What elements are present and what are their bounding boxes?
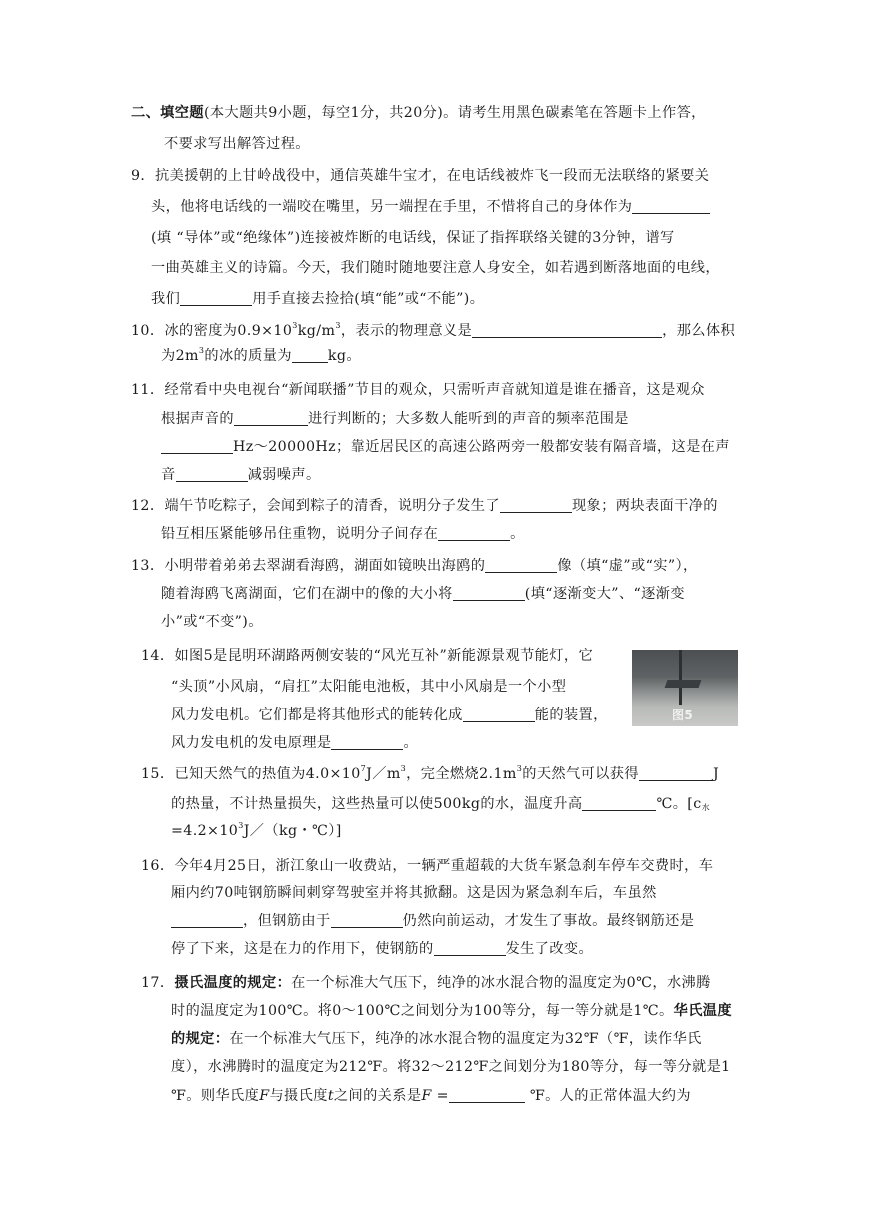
answer-blank bbox=[639, 766, 713, 781]
answer-blank bbox=[453, 586, 525, 601]
q17-line-5 bbox=[171, 1086, 691, 1106]
q11-line-4 bbox=[161, 465, 321, 485]
q17-var: F bbox=[259, 1088, 270, 1104]
section-title: 二、填空题 bbox=[131, 105, 204, 121]
lamp-pole bbox=[679, 650, 682, 705]
q17-text: 之间的关系是 bbox=[333, 1088, 422, 1104]
solar-panel bbox=[665, 680, 702, 688]
answer-blank bbox=[176, 467, 248, 482]
q10-text: ，那么体积 bbox=[662, 323, 736, 339]
q12-text: 铅互相压紧能够吊住重物，说明分子间存在 bbox=[161, 526, 439, 542]
q13-text: (填“逐渐变大”、“逐渐变 bbox=[524, 586, 685, 602]
q15-text: 的天然气可以获得 bbox=[522, 766, 639, 782]
figure-5-photo bbox=[632, 650, 738, 726]
q15-line-2 bbox=[171, 794, 710, 814]
q17-text: 在一个标准大气压下，纯净的冰水混合物的温度定为0℃，水沸腾 bbox=[291, 975, 711, 991]
q10-text: kg/m bbox=[297, 323, 336, 339]
q16-text: 停了下来，这是在力的作用下，使钢筋的 bbox=[171, 941, 434, 957]
q9-line-3: (填 “导体”或“绝缘体”)连接被炸断的电话线，保证了指挥联络关键的3分钟，谱写 bbox=[151, 230, 675, 246]
q17-bold-term: 华氏温度 bbox=[673, 1003, 732, 1019]
q15-text: ℃。[c bbox=[656, 796, 702, 812]
q17-bold-term: 的规定： bbox=[171, 1031, 230, 1047]
q12-text: 现象；两块表面干净的 bbox=[571, 498, 718, 514]
q9-line-2 bbox=[151, 197, 710, 217]
q12-text: 12．端午节吃粽子，会闻到粽子的清香，说明分子发生了 bbox=[131, 498, 500, 514]
q11-text: Hz～20000Hz；靠近居民区的高速公路两旁一般都安装有隔音墙，这是在声 bbox=[233, 439, 730, 455]
q9-line-5 bbox=[151, 289, 484, 309]
q15-text: 的热量，不计热量损失，这些热量可以使500kg的水，温度升高 bbox=[171, 796, 583, 812]
q16-line-1: 16．今年4月25日，浙江象山一收费站，一辆严重超载的大货车紧急刹车停车交费时，车 bbox=[141, 858, 714, 874]
superscript: 7 bbox=[360, 764, 367, 773]
answer-blank bbox=[485, 558, 557, 573]
answer-blank bbox=[582, 796, 656, 811]
q15-text: 15．已知天然气的热值为4.0×10 bbox=[141, 766, 361, 782]
q15-text: J／m bbox=[366, 766, 401, 782]
q13-text: 像（填“虚”或“实”）， bbox=[557, 558, 698, 574]
q17-bold-term: 摄氏温度的规定： bbox=[174, 975, 292, 991]
q16-line-2: 厢内约70吨钢筋瞬间刺穿驾驶室并将其掀翻。这是因为紧急刹车后，车虽然 bbox=[171, 885, 657, 901]
q10-line-1 bbox=[131, 321, 735, 341]
q14-text: 能的装置， bbox=[534, 707, 608, 723]
q11-text: 音 bbox=[161, 467, 176, 483]
answer-blank bbox=[331, 735, 403, 750]
q14-text: 。 bbox=[403, 735, 419, 751]
q17-line-2 bbox=[171, 1001, 732, 1021]
answer-blank bbox=[331, 913, 403, 928]
answer-blank bbox=[292, 348, 328, 363]
superscript: 3 bbox=[238, 821, 244, 830]
q15-text: =4.2×10 bbox=[171, 823, 239, 839]
subscript: 水 bbox=[701, 803, 710, 812]
q12-line-1 bbox=[131, 496, 718, 516]
q11-text: 减弱噪声。 bbox=[247, 467, 321, 483]
q13-text: 13．小明带着弟弟去翠湖看海鸥，湖面如镜映出海鸥的 bbox=[131, 558, 486, 574]
q16-text: 发生了改变。 bbox=[505, 941, 594, 957]
q9-line-1: 9．抗美援朝的上甘岭战役中，通信英雄牛宝才，在电话线被炸飞一段而无法联络的紧要关 bbox=[131, 168, 710, 184]
q12-text: 。 bbox=[510, 526, 525, 542]
q14-text: 风力发电机的发电原理是 bbox=[171, 735, 332, 751]
q10-text: 10．冰的密度为0.9×10 bbox=[131, 323, 293, 339]
q14-line-1: 14．如图5是昆明环湖路两侧安装的“风光互补”新能源景观节能灯，它 bbox=[141, 648, 594, 664]
answer-blank bbox=[632, 199, 710, 214]
q14-line-4 bbox=[171, 733, 418, 753]
section-header bbox=[131, 103, 706, 123]
q9-text: 头，他将电话线的一端咬在嘴里，另一端捏在手里，不惜将自己的身体作为 bbox=[151, 199, 633, 215]
q9-line-4: 一曲英雄主义的诗篇。今天，我们随时随地要注意人身安全，如若遇到断落地面的电线， bbox=[151, 260, 720, 276]
q13-text: 随着海鸥飞离湖面，它们在湖中的像的大小将 bbox=[161, 586, 453, 602]
q10-text: ，表示的物理意义是 bbox=[340, 323, 473, 339]
superscript: 3 bbox=[292, 321, 298, 330]
q17-var: F bbox=[421, 1088, 432, 1104]
q17-text: = bbox=[431, 1088, 449, 1104]
q10-line-2 bbox=[161, 346, 361, 366]
q11-text: 根据声音的 bbox=[161, 411, 234, 427]
q17-text: 与摄氏度 bbox=[269, 1088, 328, 1104]
q17-line-4: 度），水沸腾时的温度定为212℉。将32～212℉之间划分为180等分，每一等分就是1 bbox=[171, 1059, 731, 1075]
q16-line-4 bbox=[171, 939, 593, 959]
q16-text: 仍然向前运动，才发生了事故。最终钢筋还是 bbox=[402, 913, 695, 929]
answer-blank bbox=[234, 411, 308, 426]
q15-text: J bbox=[712, 766, 720, 782]
answer-blank bbox=[449, 1088, 525, 1103]
answer-blank bbox=[180, 291, 252, 306]
superscript: 3 bbox=[400, 764, 407, 773]
q17-text: 时的温度定为100℃。将0～100℃之间划分为100等分，每一等分就是1℃。 bbox=[171, 1003, 674, 1019]
answer-blank bbox=[438, 526, 510, 541]
q14-text: 风力发电机。它们都是将其他形式的能转化成 bbox=[171, 707, 463, 723]
q17-text: 在一个标准大气压下，纯净的冰水混合物的温度定为32℉（℉，读作华氏 bbox=[229, 1031, 702, 1047]
figure-caption: 图5 bbox=[672, 708, 694, 722]
q10-text: kg。 bbox=[327, 348, 361, 364]
q11-line-2 bbox=[161, 409, 629, 429]
q16-line-3 bbox=[171, 911, 694, 931]
q15-line-1 bbox=[141, 764, 719, 784]
q17-line-1 bbox=[141, 973, 711, 993]
answer-blank bbox=[500, 498, 572, 513]
q10-text: 为2m bbox=[161, 348, 199, 364]
q12-line-2 bbox=[161, 524, 525, 544]
answer-blank bbox=[434, 941, 506, 956]
answer-blank bbox=[171, 913, 243, 928]
superscript: 3 bbox=[198, 346, 205, 355]
q13-line-1 bbox=[131, 556, 698, 576]
q13-line-2 bbox=[161, 584, 685, 604]
answer-blank bbox=[161, 439, 233, 454]
q16-text: ，但钢筋由于 bbox=[243, 913, 331, 929]
q9-text: 用手直接去捡拾(填“能”或“不能”)。 bbox=[252, 291, 485, 307]
section-instructions-cont: 不要求写出解答过程。 bbox=[164, 136, 310, 152]
q17-var: t bbox=[327, 1088, 334, 1104]
answer-blank bbox=[463, 707, 535, 722]
superscript: 3 bbox=[516, 764, 523, 773]
q14-line-3 bbox=[171, 705, 608, 725]
q11-line-3 bbox=[161, 437, 730, 457]
answer-blank bbox=[472, 323, 662, 338]
q11-line-1: 11．经常看中央电视台“新闻联播”节目的观众，只需听声音就知道是谁在播音，这是观众 bbox=[131, 382, 705, 398]
q17-number: 17． bbox=[141, 975, 175, 991]
q17-line-3 bbox=[171, 1029, 702, 1049]
q14-line-2: “头顶”小风扇，“肩扛”太阳能电池板，其中小风扇是一个小型 bbox=[171, 679, 567, 695]
superscript: 3 bbox=[335, 321, 341, 330]
q9-text: 我们 bbox=[151, 291, 181, 307]
section-instructions: (本大题共9小题，每空1分，共20分)。请考生用黑色碳素笔在答题卡上作答， bbox=[203, 105, 706, 121]
q15-text: ，完全燃烧2.1m bbox=[406, 766, 517, 782]
q13-line-3: 小”或“不变”)。 bbox=[161, 614, 263, 630]
q17-text: ℉。则华氏度 bbox=[171, 1088, 260, 1104]
q15-text: J／（kg・℃）] bbox=[243, 823, 342, 839]
q11-text: 进行判断的；大多数人能听到的声音的频率范围是 bbox=[307, 411, 629, 427]
q17-text: ℉。人的正常体温大约为 bbox=[524, 1088, 691, 1104]
q10-text: 的冰的质量为 bbox=[204, 348, 292, 364]
q15-line-3 bbox=[171, 821, 342, 841]
